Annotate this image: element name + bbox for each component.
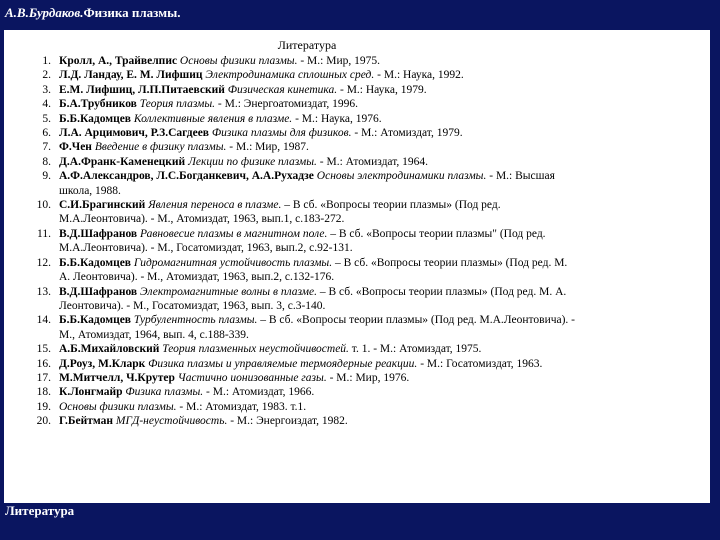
reference-title: Равновесие плазмы в магнитном поле.	[140, 227, 328, 240]
reference-title: Турбулентность плазмы.	[133, 314, 258, 327]
footer-bar	[0, 503, 720, 540]
reference-authors: Б.Б.Кадомцев	[59, 112, 132, 125]
reference-number: 3.	[42, 83, 51, 96]
reference-publication: - М.: Наука, 1976.	[292, 112, 382, 125]
reference-item	[4, 97, 579, 111]
reference-number: 7.	[42, 141, 51, 154]
reference-item	[4, 155, 579, 169]
reference-authors: Л.А. Арцимович, Р.З.Сагдеев	[59, 127, 210, 140]
reference-authors: Л.Д. Ландау, Е. М. Лифшиц	[59, 69, 203, 82]
reference-authors: Б.Б.Кадомцев	[59, 256, 132, 269]
reference-authors: Д.А.Франк-Каменецкий	[59, 155, 186, 168]
reference-number: 4.	[42, 98, 51, 111]
author-name: А.В.Бурдаков.	[5, 5, 84, 20]
reference-publication: - М.: Высшая школа, 1988.	[59, 170, 555, 197]
references-heading: Литература	[277, 38, 337, 52]
content-page	[4, 30, 710, 503]
reference-number: 17.	[36, 371, 51, 384]
reference-publication: - М.: Наука, 1992.	[374, 69, 464, 82]
reference-item	[4, 256, 579, 285]
reference-title: Физика плазмы и управляемые термоядерные реакции.	[148, 357, 418, 370]
reference-publication: - М.: Энергоиздат, 1982.	[227, 415, 348, 428]
reference-title: Теория плазменных неустойчивостей.	[162, 343, 349, 356]
reference-title: Частично ионизованные газы.	[177, 371, 327, 384]
reference-item	[4, 285, 579, 314]
reference-item	[4, 83, 579, 97]
reference-title: Теория плазмы.	[139, 98, 216, 111]
reference-item	[4, 126, 579, 140]
reference-item	[4, 371, 579, 385]
reference-title: МГД-неустойчивость.	[115, 415, 228, 428]
reference-number: 14.	[36, 314, 51, 327]
reference-title: Основы электродинамики плазмы.	[316, 170, 487, 183]
reference-number: 9.	[42, 170, 51, 183]
reference-title: Гидромагнитная устойчивость плазмы.	[133, 256, 333, 269]
reference-publication: - М.: Атомиздат, 1964.	[316, 155, 429, 168]
reference-number: 12.	[36, 256, 51, 269]
reference-number: 15.	[36, 343, 51, 356]
reference-item	[4, 357, 579, 371]
reference-number: 5.	[42, 112, 51, 125]
reference-authors: Г.Бейтман	[59, 415, 114, 428]
reference-publication: т. 1. - М.: Атомиздат, 1975.	[348, 343, 482, 356]
reference-item	[4, 112, 579, 126]
reference-title: Физическая кинетика.	[227, 83, 338, 96]
reference-number: 20.	[36, 415, 51, 428]
reference-number: 18.	[36, 386, 51, 399]
reference-number: 6.	[42, 127, 51, 140]
reference-number: 10.	[36, 199, 51, 212]
reference-authors: К.Лонгмайр	[59, 386, 123, 399]
reference-authors: В.Д.Шафранов	[59, 285, 138, 298]
reference-title: Физика плазмы для физиков.	[211, 127, 352, 140]
reference-item	[4, 313, 579, 342]
reference-publication: – В сб. «Вопросы теории плазмы» (Под ред. М. А. Леонтовича). - М., Атомиздат, 1963, вып.2, с.132-176.	[59, 256, 568, 284]
reference-authors: Б.А.Трубников	[59, 98, 137, 111]
reference-publication: - М.: Наука, 1979.	[337, 83, 427, 96]
reference-publication: – В сб. «Вопросы теории плазмы» (Под ред. М.А.Леонтовича). - М., Атомиздат, 1964, вып. 4, с.188-339.	[59, 314, 576, 341]
reference-number: 13.	[36, 285, 51, 298]
reference-item	[4, 68, 579, 82]
reference-publication: - М.: Атомиздат, 1979.	[351, 127, 463, 140]
reference-number: 11.	[37, 227, 51, 240]
reference-authors: А.Ф.Александров, Л.С.Богданкевич, А.А.Рухадзе	[59, 170, 314, 183]
reference-title: Коллективные явления в плазме.	[133, 112, 293, 125]
reference-number: 16.	[36, 357, 51, 370]
reference-authors: В.Д.Шафранов	[59, 227, 138, 240]
reference-authors: А.Б.Михайловский	[59, 343, 160, 356]
reference-authors: С.И.Брагинский	[59, 199, 146, 212]
reference-publication: - М.: Атомиздат, 1966.	[203, 386, 315, 399]
reference-authors: М.Митчелл, Ч.Крутер	[59, 371, 175, 384]
reference-publication: – В сб. «Вопросы теории плазмы» (Под ред. М. А. Леонтовича). - М., Госатомиздат, 1963, вып. 3, с.3-140.	[59, 285, 567, 312]
reference-publication: - М.: Мир, 1976.	[326, 371, 410, 384]
reference-publication: – В сб. «Вопросы теории плазмы" (Под ред. М.А.Леонтовича). - М., Госатомиздат, 1963, вып.2, с.92-131.	[59, 227, 546, 255]
reference-number: 2.	[42, 69, 51, 82]
reference-item	[4, 414, 579, 428]
reference-number: 1.	[42, 55, 51, 67]
reference-authors: Д.Роуз, М.Кларк	[59, 357, 146, 370]
reference-item	[4, 140, 579, 154]
reference-title: Введение в физику плазмы.	[94, 141, 227, 154]
reference-list	[4, 54, 704, 429]
reference-authors: Е.М. Лифшиц, Л.П.Питаевский	[59, 83, 225, 96]
footer-label: Литература	[5, 503, 75, 518]
reference-item	[4, 198, 579, 227]
reference-publication: - М.: Мир, 1987.	[226, 141, 309, 154]
reference-title: Явления переноса в плазме.	[148, 199, 282, 212]
reference-title: Основы физики плазмы.	[179, 55, 298, 67]
reference-publication: - М.: Мир, 1975.	[297, 55, 380, 67]
reference-title: Физика плазмы.	[125, 386, 204, 399]
reference-number: 8.	[42, 155, 51, 168]
slide-title	[5, 5, 180, 21]
reference-publication: - М.: Энергоатомиздат, 1996.	[215, 98, 358, 111]
reference-item	[4, 400, 579, 414]
reference-item	[4, 342, 579, 356]
reference-title: Лекции по физике плазмы.	[188, 155, 317, 168]
reference-title: Электродинамика сплошных сред.	[205, 69, 375, 82]
reference-authors: Б.Б.Кадомцев	[59, 314, 132, 327]
reference-item	[4, 385, 579, 399]
reference-item	[4, 169, 579, 198]
reference-publication: - М.: Госатомиздат, 1963.	[417, 357, 543, 370]
reference-publication: - М.: Атомиздат, 1983. т.1.	[176, 400, 307, 413]
reference-title: Основы физики плазмы.	[59, 400, 177, 413]
reference-item	[4, 54, 579, 68]
reference-authors: Ф.Чен	[59, 141, 92, 154]
reference-item	[4, 227, 579, 256]
reference-authors: Кролл, А., Трайвелпис	[59, 55, 178, 67]
course-subject: Физика плазмы.	[83, 5, 181, 20]
reference-publication: – В сб. «Вопросы теории плазмы» (Под ред. М.А.Леонтовича). - М., Атомиздат, 1963, вып.1, с.183-272.	[59, 199, 501, 226]
reference-title: Электромагнитные волны в плазме.	[140, 285, 317, 298]
reference-number: 19.	[36, 400, 51, 413]
